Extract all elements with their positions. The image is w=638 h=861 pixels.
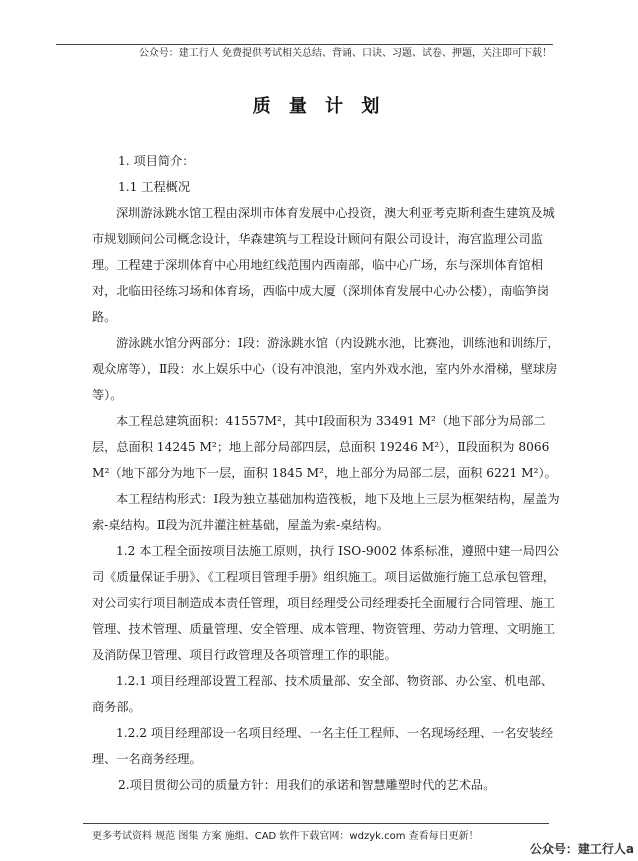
paragraph-management: 1.2 本工程全面按项目法施工原则，执行 ISO-9002 体系标准，遵照中建一局四公司《质量保证手册》、《工程项目管理手册》组织施工。项目运做施行施工总承包管理，对公司实行项目制造成本责任管理，项目经理受公司经理委托全面履行合同管理、施工管理、技术管理、质量管理、安全管理、成本管理、物资管理、劳动力管理、文明施工及消防保卫管理、项目行政管理及各项管理工作的职能。: [92, 544, 560, 662]
paragraph-area: 本工程总建筑面积：41557M²，其中Ⅰ段面积为 33491 M²（地下部分为局部二层，总面积 14245 M²；地上部分局部四层，总面积 19246 M²），Ⅱ段面积为 8066 M²（地下部分为地下一层，面积 1845 M²，地上部分为局部二层，面积 6221 M²）。: [92, 414, 557, 480]
header-divider: [56, 44, 553, 45]
section-heading: 1. 项目简介：: [118, 154, 195, 168]
page-title: 质 量 计 划: [252, 96, 386, 117]
paragraph-sections: 游泳跳水馆分两部分：Ⅰ段：游泳跳水馆（内设跳水池，比赛池，训练池和训练厅，观众席等），Ⅱ段：水上娱乐中心（设有冲浪池，室内外戏水池，室内外水滑梯，壁球房等）。: [92, 336, 560, 402]
paragraph-quality-policy: 2.项目贯彻公司的质量方针：用我们的承诺和智慧雕塑时代的艺术品。: [118, 778, 496, 792]
header-slogan: 公众号：建工行人 免费提供考试相关总结、背诵、口诀、习题、试卷、押题，关注即可下载！: [138, 48, 552, 59]
paragraph-overview: 深圳游泳跳水馆工程由深圳市体育发展中心投资，澳大利亚考克斯利查生建筑及城市规划顾问公司概念设计，华森建筑与工程设计顾问有限公司设计，海宫监理公司监理。工程建于深圳体育中心用地红线范围内西南部，临中心广场，东与深圳体育馆相对，北临田径练习场和体育场，西临中成大厦（深圳体育发展中心办公楼），南临笋岗路。: [92, 206, 555, 324]
footer-divider: [83, 823, 549, 824]
paragraph-structure: 本工程结构形式：Ⅰ段为独立基础加构造筏板，地下及地上三层为框架结构，屋盖为索-桌结构。Ⅱ段为沉井灌注桩基础，屋盖为索-桌结构。: [92, 492, 560, 532]
watermark: 公众号：建工行人a: [529, 842, 634, 856]
paragraph-staffing: 1.2.2 项目经理部设一名项目经理、一名主任工程师、一名现场经理、一名安装经理、一名商务经理。: [92, 726, 554, 766]
footer-text: 更多考试资料 规范 图集 方案 施组、CAD 软件下载官网：wdzyk.com 查看每日更新！: [92, 831, 479, 842]
paragraph-departments: 1.2.1 项目经理部设置工程部、技术质量部、安全部、物资部、办公室、机电部、商务部。: [92, 674, 554, 714]
subsection-heading: 1.1 工程概况: [118, 180, 191, 194]
